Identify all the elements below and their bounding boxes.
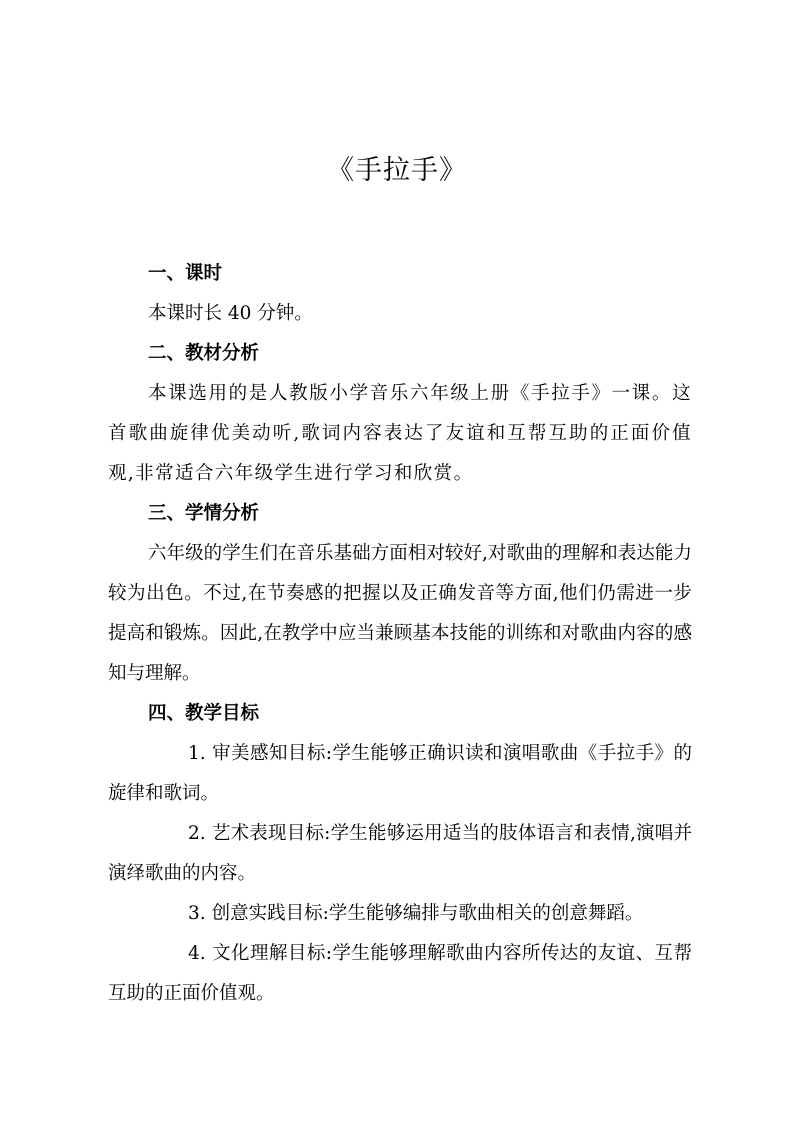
goal-text: 创意实践目标:学生能够编排与歌曲相关的创意舞蹈。 bbox=[211, 903, 644, 924]
document-title: 《手拉手》 bbox=[327, 155, 467, 186]
goal-text: 文化理解目标:学生能够理解歌曲内容所传达的友谊、互帮互助的正面价值观。 bbox=[108, 943, 692, 1004]
goal-number: 4. bbox=[188, 943, 206, 964]
goal-number: 2. bbox=[188, 823, 206, 844]
goal-item-1 bbox=[108, 734, 692, 814]
student-analysis-paragraph: 六年级的学生们在音乐基础方面相对较好,对歌曲的理解和表达能力较为出色。不过,在节奏感的把握以及正确发音等方面,他们仍需进一步提高和锻炼。因此,在教学中应当兼顾基本技能的训练和对歌曲内容的感知与理解。 bbox=[108, 543, 692, 684]
goal-number: 1. bbox=[188, 743, 206, 764]
section-heading-teaching-goals: 四、教学目标 bbox=[148, 703, 260, 724]
goal-text: 艺术表现目标:学生能够运用适当的肢体语言和表情,演唱并演绎歌曲的内容。 bbox=[108, 823, 692, 884]
section-heading-material-analysis: 二、教材分析 bbox=[148, 343, 260, 364]
goal-item-3 bbox=[108, 894, 692, 934]
material-analysis-paragraph: 本课选用的是人教版小学音乐六年级上册《手拉手》一课。这首歌曲旋律优美动听,歌词内容表达了友谊和互帮互助的正面价值观,非常适合六年级学生进行学习和欣赏。 bbox=[108, 383, 692, 484]
section-heading-student-analysis: 三、学情分析 bbox=[148, 503, 260, 524]
goal-number: 3. bbox=[188, 903, 206, 924]
class-hours-paragraph: 本课时长 40 分钟。 bbox=[148, 303, 313, 324]
goal-item-4 bbox=[108, 934, 692, 1014]
document-body bbox=[108, 254, 692, 1014]
goal-item-2 bbox=[108, 814, 692, 894]
goal-text: 审美感知目标:学生能够正确识读和演唱歌曲《手拉手》的旋律和歌词。 bbox=[108, 743, 692, 804]
section-heading-class-hours: 一、课时 bbox=[148, 263, 223, 284]
